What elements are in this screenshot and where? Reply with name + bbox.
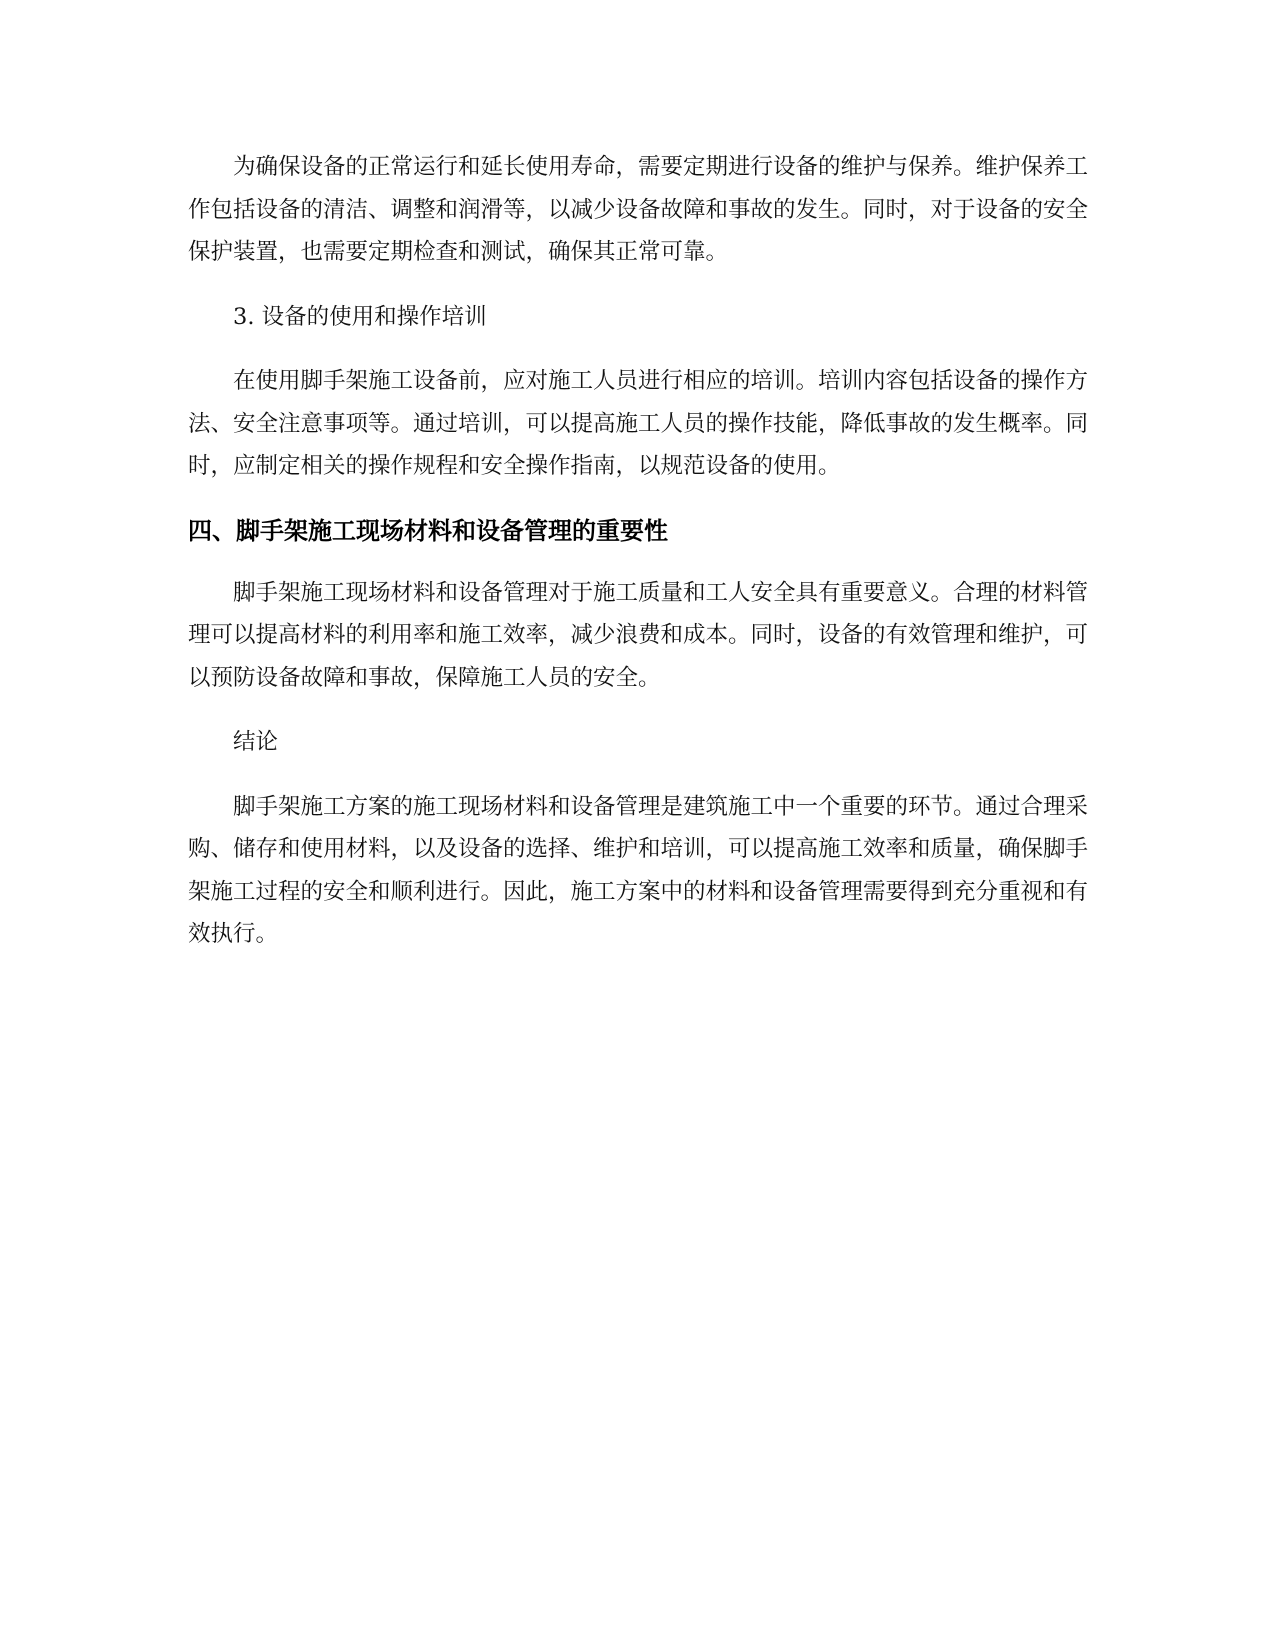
section-heading: 四、脚手架施工现场材料和设备管理的重要性 <box>188 516 668 545</box>
paragraph-importance: 脚手架施工现场材料和设备管理对于施工质量和工人安全具有重要意义。合理的材料管理可以提高材料的利用率和施工效率，减少浪费和成本。同时，设备的有效管理和维护，可以预防设备故障和事故，保障施工人员的安全。 <box>188 579 1089 691</box>
subheading-training: 3. 设备的使用和操作培训 <box>233 303 487 330</box>
paragraph-conclusion: 脚手架施工方案的施工现场材料和设备管理是建筑施工中一个重要的环节。通过合理采购、储存和使用材料，以及设备的选择、维护和培训，可以提高施工效率和质量，确保脚手架施工过程的安全和顺利进行。因此，施工方案中的材料和设备管理需要得到充分重视和有效执行。 <box>188 793 1089 947</box>
paragraph-training: 在使用脚手架施工设备前，应对施工人员进行相应的培训。培训内容包括设备的操作方法、安全注意事项等。通过培训，可以提高施工人员的操作技能，降低事故的发生概率。同时，应制定相关的操作规程和安全操作指南，以规范设备的使用。 <box>188 368 1089 479</box>
paragraph-maintenance: 为确保设备的正常运行和延长使用寿命，需要定期进行设备的维护与保养。维护保养工作包括设备的清洁、调整和润滑等，以减少设备故障和事故的发生。同时，对于设备的安全保护装置，也需要定期检查和测试，确保其正常可靠。 <box>188 154 1089 265</box>
document-body <box>188 146 1088 978</box>
subheading-conclusion: 结论 <box>233 729 279 755</box>
